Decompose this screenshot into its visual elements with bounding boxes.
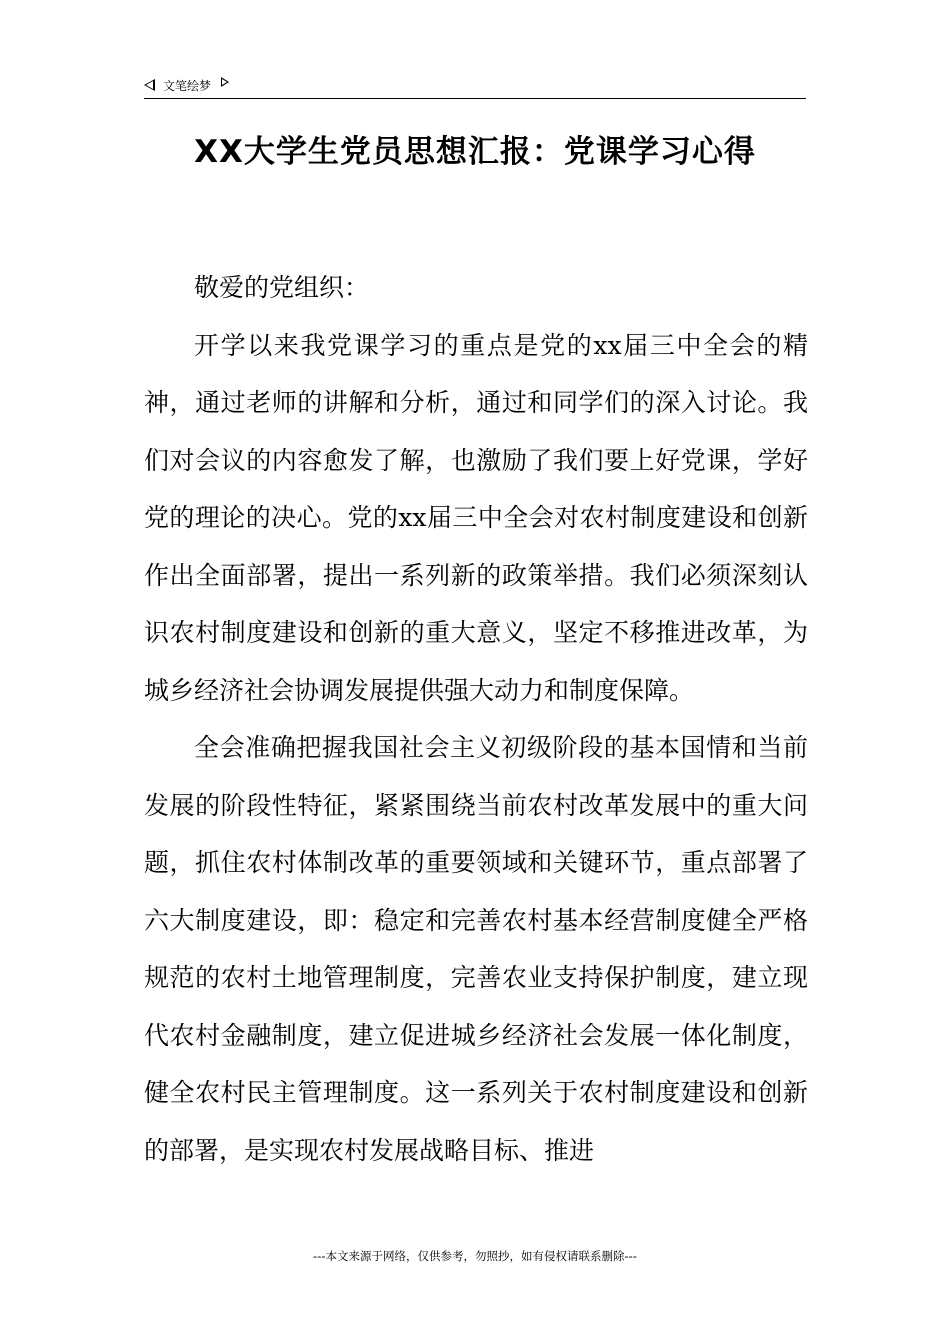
footer-notice: ---本文来源于网络，仅供参考，勿照抄，如有侵权请联系删除---: [313, 1249, 637, 1263]
header-brand: [144, 74, 229, 96]
triangle-left-icon: [144, 79, 155, 91]
page-header: [144, 74, 806, 99]
paragraph-1: 开学以来我党课学习的重点是党的xx届三中全会的精神，通过老师的讲解和分析，通过和同学们的深入讨论。我们对会议的内容愈发了解，也激励了我们要上好党课，学好党的理论的决心。党的xx届三中全会对农村制度建设和创新作出全面部署，提出一系列新的政策举措。我们必须深刻认识农村制度建设和创新的重大意义，坚定不移推进改革，为城乡经济社会协调发展提供强大动力和制度保障。: [144, 330, 808, 705]
triangle-right-icon: [221, 77, 229, 87]
salutation: 敬爱的党组织：: [194, 273, 370, 302]
brand-label: 文笔绘梦: [163, 78, 212, 93]
paragraph-2: 全会准确把握我国社会主义初级阶段的基本国情和当前发展的阶段性特征，紧紧围绕当前农村改革发展中的重大问题，抓住农村体制改革的重要领域和关键环节，重点部署了六大制度建设，即：稳定和完善农村基本经营制度健全严格规范的农村土地管理制度，完善农业支持保护制度，建立现代农村金融制度，建立促进城乡经济社会发展一体化制度，健全农村民主管理制度。这一系列关于农村制度建设和创新的部署，是实现农村发展战略目标、推进: [144, 733, 808, 1165]
document-body: [144, 259, 808, 1179]
document-title: XX大学生党员思想汇报：党课学习心得: [194, 134, 756, 170]
